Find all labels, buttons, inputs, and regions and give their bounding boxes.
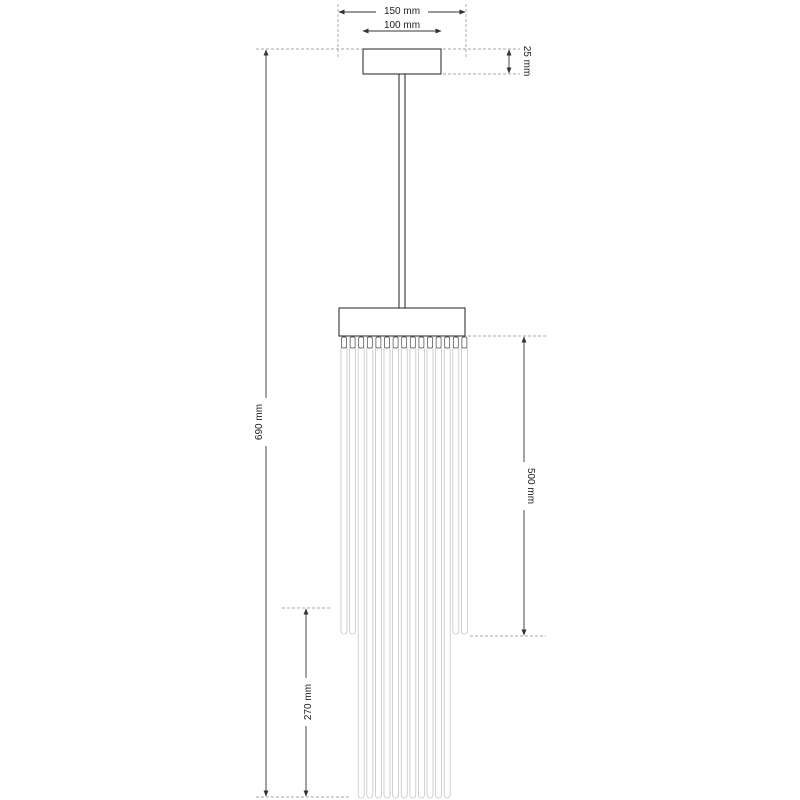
glass-rod [358,346,364,798]
glass-rod [410,346,416,798]
glass-rod [453,346,459,634]
canopy-height-label: 25 mm [521,45,532,77]
glass-rod [427,346,433,798]
outer-rods-dimension [468,336,546,636]
rod-holder [367,337,372,348]
suspension-rod [399,74,405,308]
rod-holder [393,337,398,348]
glass-rod [367,346,373,798]
rod-holder [359,337,364,348]
rod-holder [428,337,433,348]
glass-rod [436,346,442,798]
glass-rod [393,346,399,798]
canopy-height-dimension [443,46,532,77]
canopy-diameter-label: 100 mm [383,20,421,31]
inner-rods-dimension [282,608,332,796]
rod-holder [453,337,458,348]
rod-holder [342,337,347,348]
total-height-label: 690 mm [254,403,265,441]
glass-rod [401,346,407,798]
lamp-body [339,308,465,336]
rod-holder [462,337,467,348]
glass-rod [350,346,356,634]
rod-holder [410,337,415,348]
outer-rods-length-label: 500 mm [525,467,536,505]
canopy-diameter-dimension [363,19,441,31]
glass-rod [341,346,347,634]
rod-holder [402,337,407,348]
rod-holder [419,337,424,348]
glass-rod [375,346,381,798]
rod-holder [445,337,450,348]
glass-rod [444,346,450,798]
rod-holder [436,337,441,348]
inner-rods-extension-label: 270 mm [303,683,314,721]
rod-holder [376,337,381,348]
rod-holder [385,337,390,348]
glass-rod [418,346,424,798]
ceiling-canopy [363,49,441,74]
glass-rod [384,346,390,798]
glass-rods [341,337,467,798]
rod-holder [350,337,355,348]
glass-rod [461,346,467,634]
outer-diameter-label: 150 mm [383,6,421,17]
